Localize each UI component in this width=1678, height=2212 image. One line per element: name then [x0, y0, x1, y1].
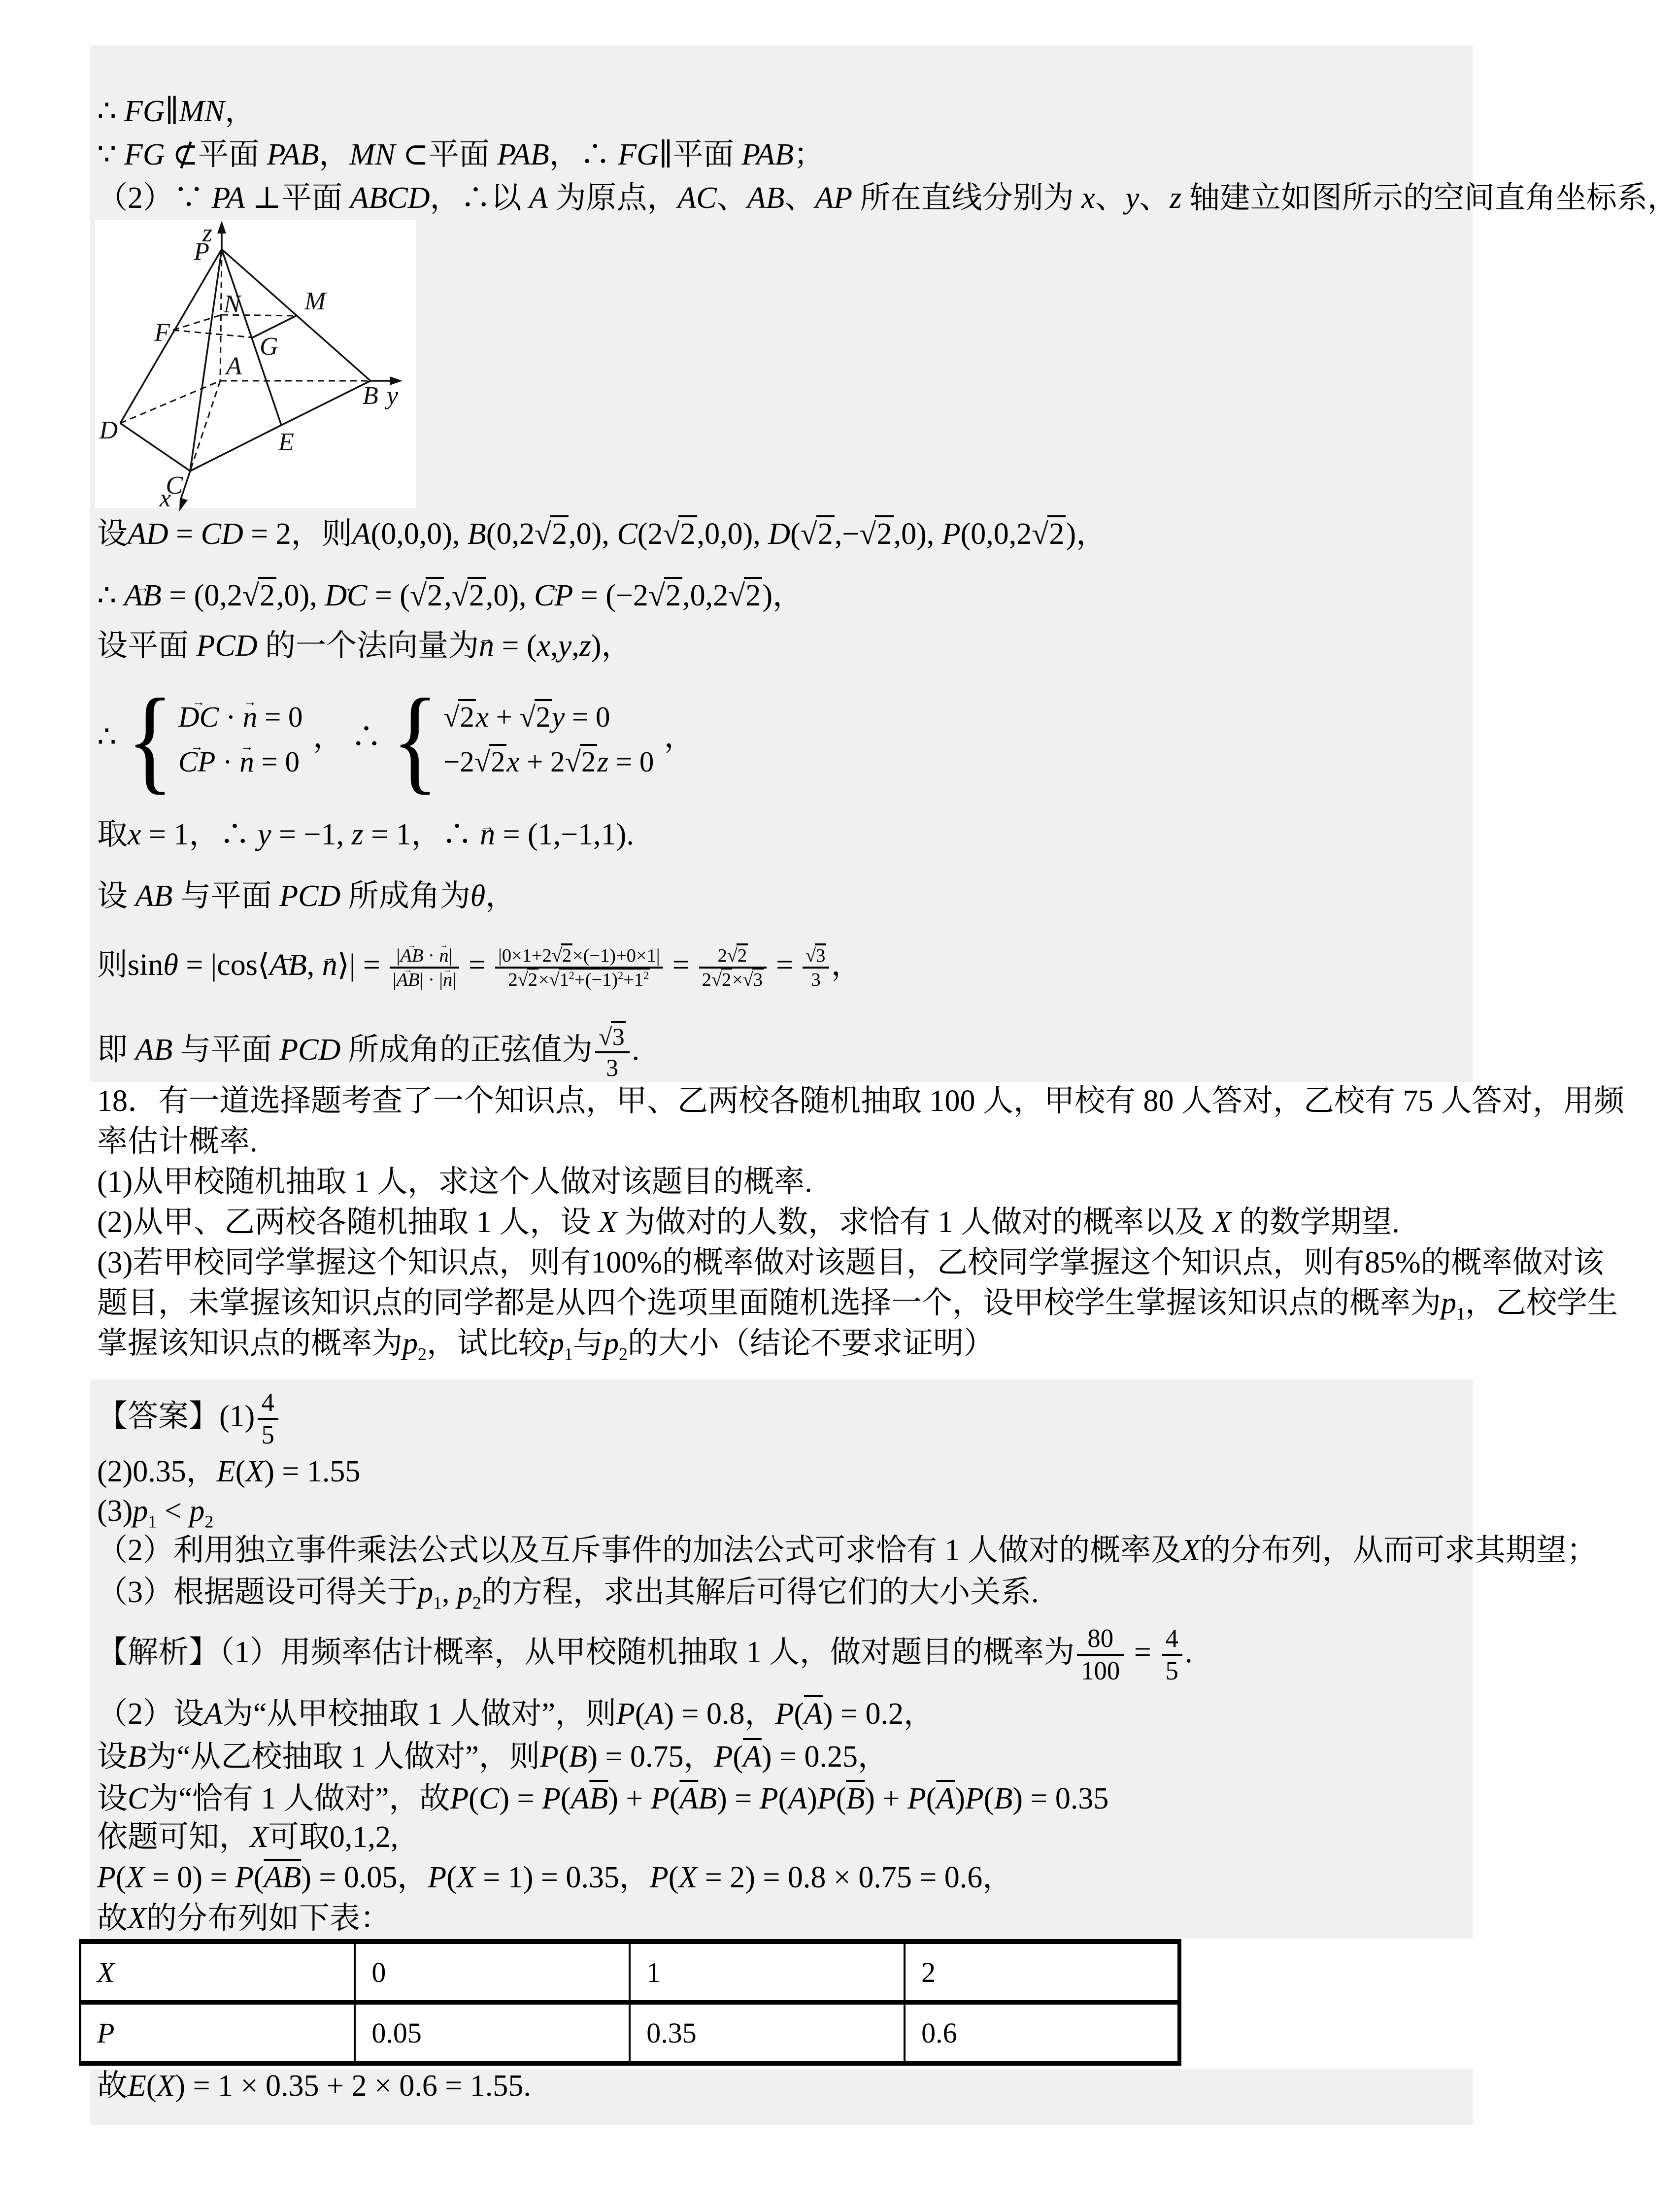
answer-analysis-block: [90, 1379, 1597, 1939]
solid-edges: [120, 228, 394, 499]
table-cell: 1: [630, 1942, 905, 2003]
table-cell: 0.05: [355, 2003, 630, 2064]
point-label-F: F: [154, 319, 170, 347]
text-line: (3)若甲校同学掌握这个知识点，则有100%的概率做对该题目，乙校同学掌握这个知识点，则有85%的概率做对该: [97, 1246, 1604, 1279]
table-cell: X: [80, 1942, 355, 2003]
text-line: (2)0.35，E(X) = 1.55: [97, 1455, 361, 1488]
text-line: 依题可知，X可取0,1,2,: [97, 1820, 399, 1854]
text-line: 【答案】(1) $\frac{4}{5}$: [97, 1382, 1473, 1451]
point-label-N: N: [223, 290, 241, 318]
vertex-label-P: P: [194, 238, 209, 266]
text-line: 【解析】（1）用频率估计概率，从甲校随机抽取 1 人，做对题目的概率为 $\frac{80}{100}$ = $\frac{4}{5}$ .: [97, 1624, 1193, 1685]
text-line: ∴ { DC → · n → = 0 CP → · n → = 0 ， ∴ { √2x + √2y = 0 −2√2x + 2√2z = 0 ，: [97, 684, 1463, 790]
pyramid-coordinate-figure: [95, 219, 416, 512]
text-line: 率估计概率.: [97, 1125, 258, 1158]
text-line: 设平面 PCD 的一个法向量为n → = (x,y,z)，: [97, 623, 1463, 670]
figure-3d-diagram: [95, 219, 416, 512]
point-label-A: A: [226, 352, 242, 380]
text-line: (1)从甲校随机抽取 1 人，求这个人做对该题目的概率.: [97, 1165, 812, 1199]
text-line: ∴ AB → = (0,2√2,0), DC → = (√2,√2,0), CP → = (−2√2,0,2√2)，: [97, 571, 1463, 620]
problem-18-statement: [90, 1081, 1625, 1364]
text-line: （2）∵ PA ⊥平面 ABCD，∴以 A 为原点，AC、AB、AP 所在直线分别为 x、y、z 轴建立如图所示的空间直角坐标系，: [97, 181, 1678, 215]
table-row-X: [80, 1942, 1180, 2003]
text-line: ∴ FG∥MN，: [97, 95, 256, 128]
table-cell: 0.35: [630, 2003, 905, 2064]
text-line: 取x = 1，∴ y = −1, z = 1，∴ n → = (1,−1,1).: [97, 812, 1463, 857]
text-line: $P(X = 0) = P(\overline{AB}) = 0.05$，P(X = 1) = 0.35，P(X = 2) = 0.8 × 0.75 = 0.6，: [97, 1861, 1013, 1894]
text-line: （2）设A为“从甲校抽取 1 人做对”，则P(A) = 0.8，$P(\overline{A}) = 0.2$，: [97, 1697, 934, 1731]
table-cell: 2: [905, 1942, 1179, 2003]
text-line: 设B为“从乙校抽取 1 人做对”，则P(B) = 0.75，$P(\overline{A}) = 0.25$，: [97, 1740, 888, 1774]
table-cell: 0.6: [905, 2003, 1179, 2064]
text-line: ∵ FG ⊄平面 PAB，MN ⊂平面 PAB，∴ FG∥平面 PAB；: [97, 138, 824, 171]
axis-label-y: y: [387, 382, 399, 410]
table-cell: P: [80, 2003, 355, 2064]
table-row-P: [80, 2003, 1180, 2064]
point-label-E: E: [278, 428, 294, 456]
text-line: 设AD = CD = 2，则A(0,0,0), B(0,2√2,0), C(2√2,0,0), D(√2,−√2,0), P(0,0,2√2)，: [97, 512, 1463, 556]
table-cell: 0: [355, 1942, 630, 2003]
text-line: 题目，未掌握该知识点的同学都是从四个选项里面随机选择一个，设甲校学生掌握该知识点的概率为$p_1$，乙校学生: [97, 1286, 1618, 1324]
solution-17-block: [90, 45, 1678, 1082]
text-line: $(3)p_1 < p_2$: [97, 1494, 214, 1532]
point-label-B: B: [363, 382, 378, 410]
point-label-M: M: [304, 287, 326, 315]
axis-label-z: z: [202, 219, 212, 247]
point-label-D: D: [99, 416, 118, 444]
text-line: 18．有一道选择题考查了一个知识点，甲、乙两校各随机抽取 100 人，甲校有 80 人答对，乙校有 75 人答对，用频: [97, 1084, 1625, 1118]
point-label-C: C: [166, 471, 183, 500]
text-line: 设 AB 与平面 PCD 所成角为θ，: [97, 879, 516, 913]
text-line: 故X的分布列如下表：: [97, 1902, 391, 1935]
text-line: （2）利用独立事件乘法公式以及互斥事件的加法公式可求恰有 1 人做对的概率及X的分布列，从而可求其期望；: [97, 1534, 1597, 1567]
solution-17-lines-top: [90, 45, 1678, 220]
distribution-table: [79, 1939, 1181, 2066]
text-line: （3）根据题设可得关于$p_1$, $p_2$的方程，求出其解后可得它们的大小关系.: [97, 1575, 1039, 1613]
point-label-G: G: [260, 333, 278, 361]
expectation-result-block: [90, 2069, 1473, 2125]
text-line: 则sinθ = |cos⟨AB →, n →⟩| = $\frac{|AB \to \cdot n \to|}{|AB \to| \cdot |n \to|}$ = $\frac{|0\times 1+2√2\times(-1)+0\times 1|}{2√2\times√1^2+(-1)^2+1^2}$ = $\frac{2√2}{2√2\times√3}$ = $\frac{√3}{3}$ ，: [97, 918, 1463, 1012]
text-line: 故E(X) = 1 × 0.35 + 2 × 0.6 = 1.55.: [97, 2069, 531, 2103]
text-line: (2)从甲、乙两校各随机抽取 1 人，设 X 为做对的人数，求恰有 1 人做对的概率以及 X 的数学期望.: [97, 1206, 1400, 1239]
text-line: 设C为“恰有 1 人做对”，故$P(C) = P(A\overline{B}) + P(\overline{A}B) = P(A)P(\overline{B}) + P(\overline{A})P(B) = 0.35$: [97, 1782, 1109, 1815]
axis-label-x: x: [159, 484, 171, 512]
text-line: 即 AB 与平面 PCD 所成角的正弦值为 $\frac{√3}{3}$ .: [97, 1019, 1463, 1081]
solution-17-lines-bottom: [90, 512, 1473, 1081]
text-line: 掌握该知识点的概率为$p_2$，试比较$p_1$与$p_2$的大小（结论不要求证明）: [97, 1327, 995, 1364]
